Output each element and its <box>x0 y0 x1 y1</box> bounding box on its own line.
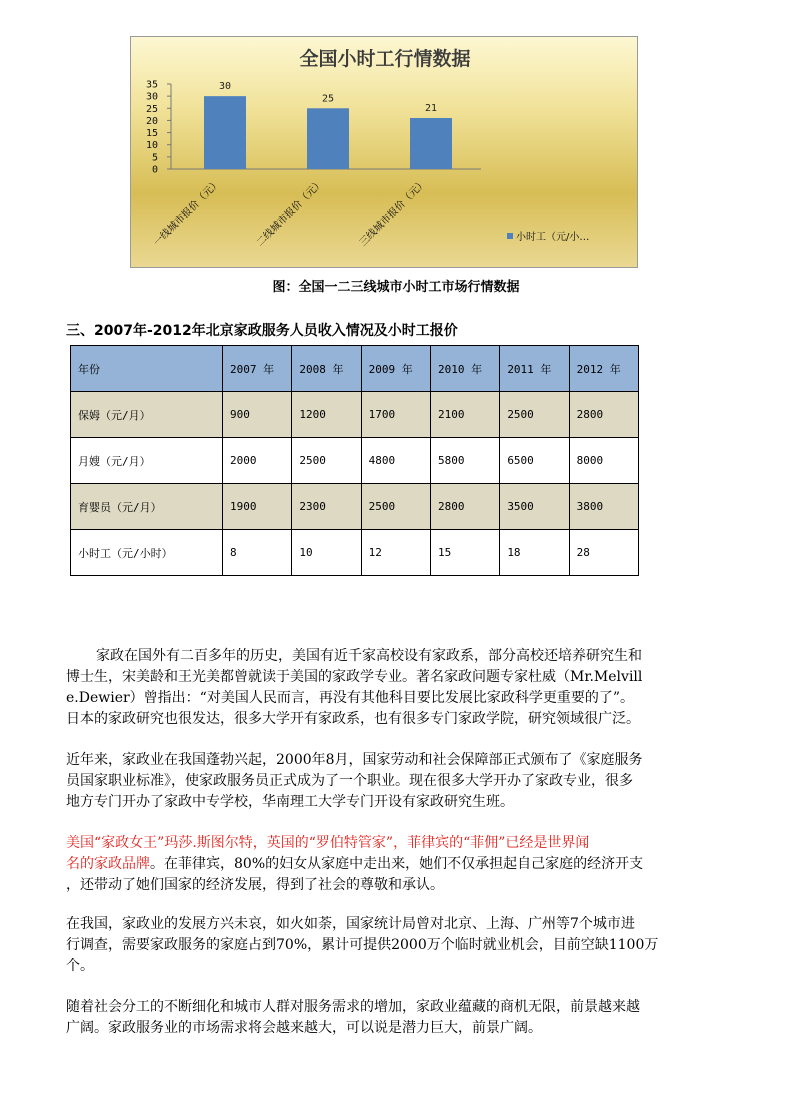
x-category-label: 二线城市报价（元） <box>254 177 327 249</box>
table-cell: 1200 <box>292 392 361 438</box>
x-category-label: 一线城市报价（元） <box>151 177 224 249</box>
table-cell: 4800 <box>361 438 430 484</box>
header-cell: 2012 年 <box>569 346 638 392</box>
legend-label: 小时工（元/小… <box>516 232 590 243</box>
table-cell: 8000 <box>569 438 638 484</box>
table-cell: 3500 <box>500 484 569 530</box>
paragraph-brands <box>66 833 726 896</box>
y-tick-label: 35 <box>145 79 158 91</box>
section-heading: 三、2007年-2012年北京家政服务人员收入情况及小时工报价 <box>66 323 458 339</box>
bar <box>307 108 349 169</box>
table-cell: 1900 <box>223 484 292 530</box>
y-tick-label: 15 <box>145 128 158 140</box>
header-cell: 2008 年 <box>292 346 361 392</box>
table-header-row <box>71 346 639 392</box>
table-cell: 3800 <box>569 484 638 530</box>
legend <box>507 230 589 243</box>
table-cell: 2500 <box>292 438 361 484</box>
text-line: 行调查，需要家政服务的家庭占到70%，累计可提供2000万个临时就业机会，目前空缺1100万 <box>66 937 659 953</box>
table-cell: 2300 <box>292 484 361 530</box>
table-cell: 2100 <box>430 392 499 438</box>
paragraph-outlook <box>66 997 726 1039</box>
text-line: 地方专门开办了家政中专学校，华南理工大学专门开设有家政研究生班。 <box>66 794 514 810</box>
y-tick-label: 20 <box>145 115 158 127</box>
text-line: ，还带动了她们国家的经济发展，得到了社会的尊敬和承认。 <box>66 877 444 893</box>
y-tick-label: 10 <box>145 140 158 152</box>
table-cell: 15 <box>430 530 499 576</box>
row-label: 月嫂（元/月） <box>71 438 223 484</box>
table-cell: 1700 <box>361 392 430 438</box>
header-cell: 2007 年 <box>223 346 292 392</box>
bar <box>410 118 452 169</box>
table-cell: 5800 <box>430 438 499 484</box>
text-line: 博士生，宋美龄和王光美都曾就读于美国的家政学专业。著名家政问题专家杜威（Mr.Melvill <box>66 669 643 685</box>
highlight-text: 名的家政品牌 <box>66 856 150 872</box>
text-line: 个。 <box>66 958 94 974</box>
row-label: 保姆（元/月） <box>71 392 223 438</box>
table-cell: 2800 <box>569 392 638 438</box>
header-cell: 2009 年 <box>361 346 430 392</box>
table-row <box>71 438 639 484</box>
highlight-text: 美国“家政女王”玛莎.斯图尔特，英国的“罗伯特管家”，菲律宾的“菲佣”已经是世界闻 <box>66 835 590 851</box>
table-cell: 28 <box>569 530 638 576</box>
text-line <box>66 854 726 875</box>
paragraph-history <box>66 646 726 730</box>
income-table <box>70 345 639 576</box>
text-line: 员国家职业标准》，使家政服务员正式成为了一个职业。现在很多大学开办了家政专业，很多 <box>66 773 633 789</box>
x-category-group <box>150 176 429 249</box>
text-line: 日本的家政研究也很发达，很多大学开有家政系，也有很多专门家政学院，研究领域很广泛。 <box>66 711 640 727</box>
chart-title: 全国小时工行情数据 <box>299 48 471 70</box>
y-tick-group <box>146 80 171 176</box>
table-cell: 2500 <box>361 484 430 530</box>
text-line: 家政在国外有二百多年的历史，美国有近千家高校设有家政系，部分高校还培养研究生和 <box>96 648 642 664</box>
bar <box>204 96 246 169</box>
table-cell: 900 <box>223 392 292 438</box>
table-cell: 10 <box>292 530 361 576</box>
paragraph-survey <box>66 914 726 977</box>
table-row <box>71 530 639 576</box>
text-line: e.Dewier）曾指出：“对美国人民而言，再没有其他科目要比发展比家政科学更重要的了”。 <box>66 690 634 706</box>
y-tick-label: 30 <box>145 91 158 103</box>
paragraph-domestic <box>66 750 726 813</box>
y-tick-label: 0 <box>151 164 158 176</box>
text-span: 。在菲律宾，80%的妇女从家庭中走出来，她们不仅承担起自己家庭的经济开支 <box>150 856 644 872</box>
text-line: 近年来，家政业在我国蓬勃兴起，2000年8月，国家劳动和社会保障部正式颁布了《家庭服务 <box>66 752 643 768</box>
table-cell: 2500 <box>500 392 569 438</box>
table-row <box>71 392 639 438</box>
table-cell: 8 <box>223 530 292 576</box>
legend-swatch <box>507 233 513 239</box>
chart-caption: 图：全国一二三线城市小时工市场行情数据 <box>272 280 520 295</box>
row-label: 育婴员（元/月） <box>71 484 223 530</box>
table-cell: 6500 <box>500 438 569 484</box>
table-cell: 2800 <box>430 484 499 530</box>
text-line: 广阔。家政服务业的市场需求将会越来越大，可以说是潜力巨大，前景广阔。 <box>66 1020 542 1036</box>
header-cell: 2011 年 <box>500 346 569 392</box>
y-tick-label: 5 <box>151 152 158 164</box>
data-label: 25 <box>321 93 335 105</box>
x-category-label: 三线城市报价（元） <box>357 177 430 249</box>
table-row <box>71 484 639 530</box>
bar-group <box>204 81 452 169</box>
table-cell: 18 <box>500 530 569 576</box>
data-label: 30 <box>218 81 232 93</box>
data-label: 21 <box>424 103 438 114</box>
header-cell: 年份 <box>71 346 223 392</box>
table-cell: 2000 <box>223 438 292 484</box>
header-cell: 2010 年 <box>430 346 499 392</box>
bar-chart <box>131 37 639 269</box>
text-line: 在我国，家政业的发展方兴未哀，如火如荼，国家统计局曾对北京、上海、广州等7个城市进 <box>66 916 635 932</box>
y-tick-label: 25 <box>145 103 158 115</box>
table-cell: 12 <box>361 530 430 576</box>
chart-container <box>130 36 638 268</box>
row-label: 小时工（元/小时） <box>71 530 223 576</box>
text-line: 随着社会分工的不断细化和城市人群对服务需求的增加，家政业蕴藏的商机无限，前景越来越 <box>66 999 640 1015</box>
